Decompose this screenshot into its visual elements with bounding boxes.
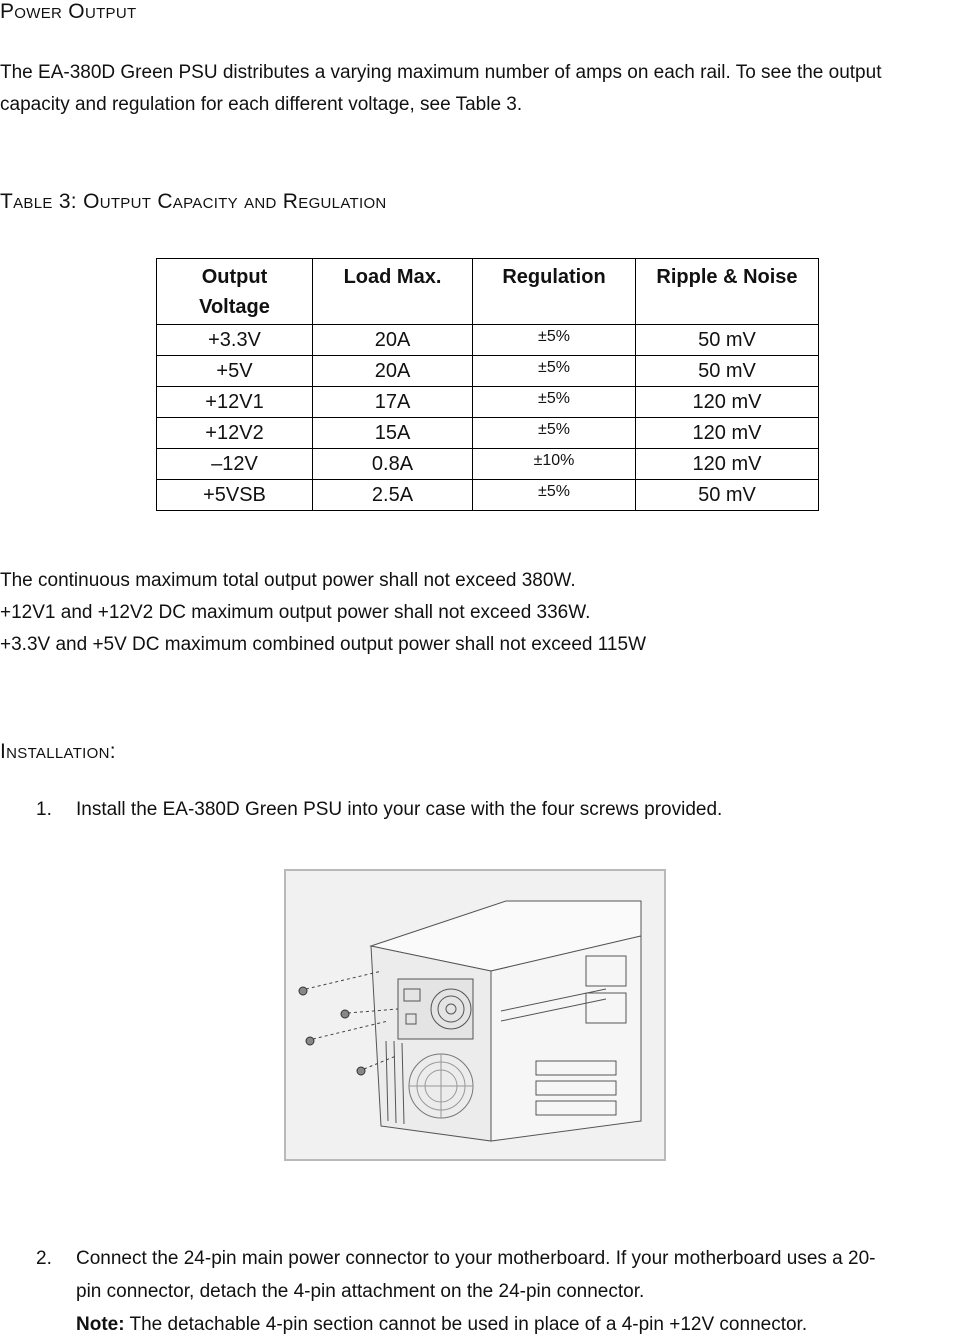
section-heading-installation: Installation: bbox=[0, 740, 116, 763]
cell-voltage: +12V2 bbox=[157, 418, 313, 449]
cell-ripple-noise: 120 mV bbox=[636, 387, 819, 418]
column-header-regulation: Regulation bbox=[473, 259, 636, 325]
column-header-ripple-noise: Ripple & Noise bbox=[636, 259, 819, 325]
step-1-number: 1. bbox=[36, 799, 52, 820]
cell-regulation: ±5% bbox=[473, 418, 636, 449]
cell-voltage: +3.3V bbox=[157, 325, 313, 356]
column-header-output-voltage: Output Voltage bbox=[157, 259, 313, 325]
cell-regulation: ±5% bbox=[473, 480, 636, 511]
note-total-power: The continuous maximum total output power shall not exceed 380W. bbox=[0, 570, 576, 591]
cell-ripple-noise: 50 mV bbox=[636, 325, 819, 356]
step-2-text-line-1: Connect the 24-pin main power connector to your motherboard. If your motherboard uses a 20- bbox=[76, 1248, 876, 1269]
cell-regulation: ±10% bbox=[473, 449, 636, 480]
cell-load-max: 0.8A bbox=[313, 449, 473, 480]
step-1-text: Install the EA-380D Green PSU into your case with the four screws provided. bbox=[76, 799, 723, 820]
psu-installation-illustration bbox=[284, 869, 666, 1161]
cell-ripple-noise: 120 mV bbox=[636, 449, 819, 480]
case-drawing bbox=[286, 871, 664, 1159]
intro-paragraph-line-2: capacity and regulation for each different voltage, see Table 3. bbox=[0, 94, 523, 115]
section-heading-power-output: Power Output bbox=[0, 0, 137, 23]
cell-load-max: 2.5A bbox=[313, 480, 473, 511]
cell-voltage: +12V1 bbox=[157, 387, 313, 418]
cell-load-max: 20A bbox=[313, 356, 473, 387]
step-2-number: 2. bbox=[36, 1248, 52, 1269]
table-row bbox=[157, 325, 819, 356]
note-3v3-5v-power: +3.3V and +5V DC maximum combined output power shall not exceed 115W bbox=[0, 634, 646, 655]
cell-regulation: ±5% bbox=[473, 325, 636, 356]
output-capacity-table bbox=[156, 258, 819, 511]
note-label: Note: bbox=[76, 1314, 125, 1335]
table-header-row bbox=[157, 259, 819, 325]
cell-regulation: ±5% bbox=[473, 356, 636, 387]
table-row bbox=[157, 418, 819, 449]
intro-paragraph-line-1: The EA-380D Green PSU distributes a varying maximum number of amps on each rail. To see the output bbox=[0, 62, 882, 83]
table-row bbox=[157, 480, 819, 511]
cell-ripple-noise: 50 mV bbox=[636, 480, 819, 511]
step-2-note bbox=[76, 1309, 807, 1341]
column-header-load-max: Load Max. bbox=[313, 259, 473, 325]
cell-voltage: +5V bbox=[157, 356, 313, 387]
note-text: The detachable 4-pin section cannot be used in place of a 4-pin +12V connector. bbox=[124, 1314, 808, 1335]
table-row bbox=[157, 387, 819, 418]
table-row bbox=[157, 356, 819, 387]
note-12v-power: +12V1 and +12V2 DC maximum output power shall not exceed 336W. bbox=[0, 602, 591, 623]
cell-regulation: ±5% bbox=[473, 387, 636, 418]
cell-voltage: –12V bbox=[157, 449, 313, 480]
cell-ripple-noise: 120 mV bbox=[636, 418, 819, 449]
cell-load-max: 15A bbox=[313, 418, 473, 449]
table-row bbox=[157, 449, 819, 480]
cell-load-max: 17A bbox=[313, 387, 473, 418]
cell-voltage: +5VSB bbox=[157, 480, 313, 511]
cell-load-max: 20A bbox=[313, 325, 473, 356]
table-caption: Table 3: Output Capacity and Regulation bbox=[0, 190, 387, 213]
step-2-text-line-2: pin connector, detach the 4-pin attachment on the 24-pin connector. bbox=[76, 1281, 645, 1302]
cell-ripple-noise: 50 mV bbox=[636, 356, 819, 387]
